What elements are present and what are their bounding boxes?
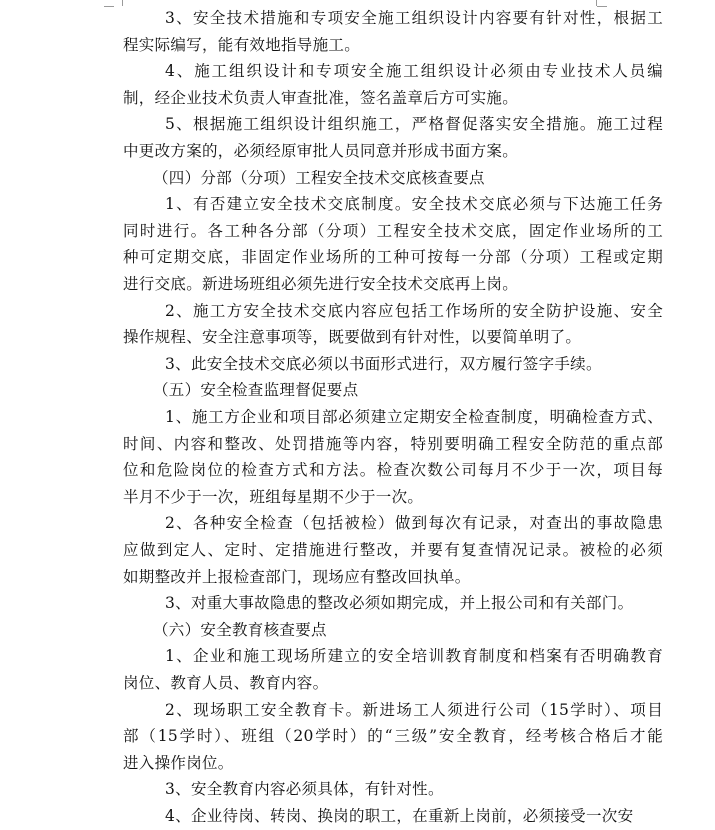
paragraph (123, 58, 663, 111)
paragraph (123, 111, 663, 164)
paragraph-line: 应做到定人、定时、定措施进行整改，并要有复查情况记录。被检的必须 (123, 540, 663, 559)
paragraph-line: 同时进行。各工种各分部（分项）工程安全技术交底，固定作业场所的工 (123, 221, 663, 240)
paragraph-line: 制，经企业技术负责人审查批准，签名盖章后方可实施。 (123, 88, 519, 107)
paragraph-line: 岗位、教育人员、教育内容。 (123, 673, 329, 692)
paragraph-line: 1、企业和施工现场所建立的安全培训教育制度和档案有否明确教育 (165, 647, 663, 666)
paragraph (123, 298, 663, 351)
crop-mark-top-left (113, 0, 123, 6)
paragraph-line: 3、安全技术措施和专项安全施工组织设计内容要有针对性，根据工 (165, 9, 663, 27)
paragraph-line: 种可定期交底，非固定作业场所的工种可按每一分部（分项）工程或定期 (123, 248, 663, 267)
paragraph-line: 1、有否建立安全技术交底制度。安全技术交底必须与下达施工任务 (165, 195, 663, 214)
paragraph (123, 5, 663, 58)
paragraph (123, 590, 663, 617)
paragraph-line: 4、施工组织设计和专项安全施工组织设计必须由专业技术人员编 (165, 62, 663, 81)
paragraph-line: 3、此安全技术交底必须以书面形式进行，双方履行签字手续。 (165, 354, 602, 373)
paragraph-line: 5、根据施工组织设计组织施工，严格督促落实安全措施。施工过程 (165, 115, 663, 134)
crop-mark-top-left-horizontal (104, 6, 114, 7)
section-heading: （四）分部（分项）工程安全技术交底核查要点 (153, 168, 485, 187)
paragraph-line: 时间、内容和整改、处罚措施等内容，特别要明确工程安全防范的重点部 (123, 434, 663, 453)
paragraph-line: 1、施工方企业和项目部必须建立定期安全检查制度，明确检查方式、 (165, 408, 663, 426)
paragraph-line: 操作规程、安全注意事项等，既要做到有针对性，以要简单明了。 (123, 328, 582, 347)
paragraph (123, 776, 663, 803)
paragraph (123, 351, 663, 378)
paragraph-line: 程实际编写，能有效地指导施工。 (123, 35, 361, 54)
paragraph-line: 3、对重大事故隐患的整改必须如期完成，并上报公司和有关部门。 (165, 594, 634, 613)
paragraph-line: 3、安全教育内容必须具体，有针对性。 (165, 780, 444, 799)
paragraph (123, 803, 663, 830)
paragraph-line: 部（15学时）、班组（20学时）的“三级”安全教育，经考核合格后才能 (123, 727, 663, 746)
paragraph-line: 2、施工方安全技术交底内容应包括工作场所的安全防护设施、安全 (165, 301, 663, 320)
paragraph (123, 404, 663, 510)
paragraph-line: 2、现场职工安全教育卡。新进场工人须进行公司（15学时）、项目 (165, 700, 663, 719)
paragraph (123, 643, 663, 696)
paragraph (123, 510, 663, 590)
paragraph (123, 191, 663, 297)
section-heading: （五）安全检查监理督促要点 (153, 381, 359, 400)
paragraph-line: 如期整改并上报检查部门，现场应有整改回执单。 (123, 567, 471, 586)
paragraph-line: 2、各种安全检查（包括被检）做到每次有记录，对查出的事故隐患 (165, 514, 663, 533)
paragraph-line: 进入操作岗位。 (123, 753, 234, 772)
section-heading: （六）安全教育核查要点 (153, 620, 327, 639)
paragraph-line: 4、企业待岗、转岗、换岗的职工，在重新上岗前，必须接受一次安 (165, 807, 634, 825)
paragraph-line: 中更改方案的，必须经原审批人员同意并形成书面方案。 (123, 141, 519, 160)
paragraph (123, 697, 663, 777)
paragraph-line: 位和危险岗位的检查方式和方法。检查次数公司每月不少于一次，项目每 (123, 461, 663, 480)
paragraph-line: 进行交底。新进场班组必须先进行安全技术交底再上岗。 (123, 274, 519, 293)
paragraph-line: 半月不少于一次，班组每星期不少于一次。 (123, 487, 424, 506)
